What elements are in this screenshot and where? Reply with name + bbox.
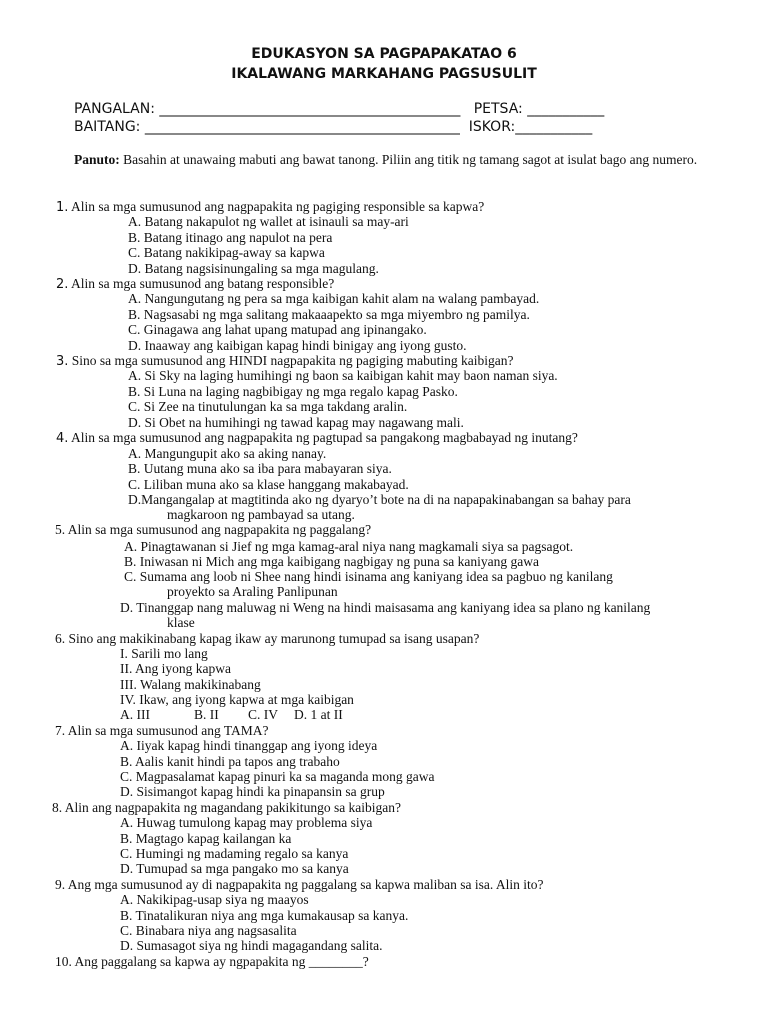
choice-4d: D.Mangangalap at magtitinda ako ng dyaryo’t bote na di na napapakinabangan sa bahay para	[128, 492, 631, 507]
choice-1c: C. Batang nakikipag-away sa kapwa	[128, 245, 325, 260]
choice-5b: B. Iniwasan ni Mich ang mga kaibigang nagbigay ng puna sa kaniyang gawa	[124, 554, 540, 569]
option-6-iii: III. Walang makikinabang	[120, 677, 261, 692]
choice-4d-continued: magkaroon ng pambayad sa utang.	[167, 507, 355, 522]
choice-6d: D. 1 at II	[294, 707, 343, 722]
question-text: Sino sa mga sumusunod ang HINDI nagpapakita ng pagiging mabuting kaibigan?	[68, 353, 514, 368]
choice-1b: B. Batang itinago ang napulot na pera	[128, 230, 333, 245]
choice-3c: C. Si Zee na tinutulungan ka sa mga takdang aralin.	[128, 399, 408, 414]
option-6-ii: II. Ang iyong kapwa	[120, 661, 231, 676]
choice-8d: D. Tumupad sa mga pangako mo sa kanya	[120, 861, 349, 876]
grade-score-row: BAITANG: _____________________________________________ ISKOR:___________	[74, 119, 593, 135]
choice-4a: A. Mangungupit ako sa aking nanay.	[128, 446, 327, 461]
choice-3d: D. Si Obet na humihingi ng tawad kapag may nagawang mali.	[128, 415, 464, 430]
question-number: 4.	[56, 431, 69, 446]
choice-9c: C. Binabara niya ang nagsasalita	[120, 923, 297, 938]
choice-7a: A. Iiyak kapag hindi tinanggap ang iyong ideya	[120, 738, 378, 753]
choice-8a: A. Huwag tumulong kapag may problema siya	[120, 815, 373, 830]
choice-2d: D. Inaaway ang kaibigan kapag hindi binigay ang iyong gusto.	[128, 338, 467, 353]
option-6-iv: IV. Ikaw, ang iyong kapwa at mga kaibigan	[120, 692, 354, 707]
question-6: 6. Sino ang makikinabang kapag ikaw ay marunong tumupad sa isang usapan?	[55, 631, 480, 646]
choice-1d: D. Batang nagsisinungaling sa mga magulang.	[128, 261, 379, 276]
question-number: 2.	[56, 277, 69, 292]
choice-6b: B. II	[194, 707, 219, 722]
choice-6a: A. III	[120, 707, 150, 722]
name-date-row: PANGALAN: ___________________________________________ PETSA: ___________	[74, 101, 605, 117]
choice-2c: C. Ginagawa ang lahat upang matupad ang ipinangako.	[128, 322, 427, 337]
question-8: 8. Alin ang nagpapakita ng magandang pakikitungo sa kaibigan?	[52, 800, 402, 815]
choice-3b: B. Si Luna na laging nagbibigay ng mga regalo kapag Pasko.	[128, 384, 458, 399]
choice-8b: B. Magtago kapag kailangan ka	[120, 831, 292, 846]
option-6-i: I. Sarili mo lang	[120, 646, 208, 661]
question-5: 5. Alin sa mga sumusunod ang nagpapakita ng paggalang?	[55, 522, 372, 537]
question-text: Alin sa mga sumusunod ang batang responsible?	[68, 276, 335, 291]
question-number: 1.	[56, 200, 69, 215]
choice-5d: D. Tinanggap nang maluwag ni Weng na hindi maisasama ang kaniyang idea sa plano ng kanilang	[120, 600, 651, 615]
choice-5c-continued: proyekto sa Araling Panlipunan	[167, 584, 338, 599]
question-10: 10. Ang paggalang sa kapwa ay ngpapakita ng ________?	[55, 954, 369, 969]
choice-2a: A. Nangungutang ng pera sa mga kaibigan kahit alam na walang pambayad.	[128, 291, 540, 306]
choice-2b: B. Nagsasabi ng mga salitang makaaapekto sa mga miyembro ng pamilya.	[128, 307, 530, 322]
choice-4b: B. Uutang muna ako sa iba para mabayaran siya.	[128, 461, 392, 476]
choice-5d-continued: klase	[167, 615, 195, 630]
choice-7c: C. Magpasalamat kapag pinuri ka sa maganda mong gawa	[120, 769, 435, 784]
instructions-label: Panuto:	[74, 152, 120, 167]
choice-4c: C. Liliban muna ako sa klase hanggang makabayad.	[128, 477, 409, 492]
choice-1a: A. Batang nakapulot ng wallet at isinauli sa may-ari	[128, 214, 409, 229]
choice-3a: A. Si Sky na laging humihingi ng baon sa kaibigan kahit may baon naman siya.	[128, 368, 558, 383]
choice-9a: A. Nakikipag-usap siya ng maayos	[120, 892, 309, 907]
question-text: Alin sa mga sumusunod ang nagpapakita ng pagtupad sa pangakong magbabayad ng inutang?	[68, 430, 578, 445]
choice-8c: C. Humingi ng madaming regalo sa kanya	[120, 846, 349, 861]
choice-5a: A. Pinagtawanan si Jief ng mga kamag-aral niya nang magkamali siya sa pagsagot.	[124, 539, 574, 554]
choice-7b: B. Aalis kanit hindi pa tapos ang trabaho	[120, 754, 340, 769]
question-number: 3.	[56, 354, 69, 369]
choice-9b: B. Tinatalikuran niya ang mga kumakausap sa kanya.	[120, 908, 409, 923]
question-7: 7. Alin sa mga sumusunod ang TAMA?	[55, 723, 269, 738]
choices-6	[120, 707, 343, 723]
choice-5c: C. Sumama ang loob ni Shee nang hindi isinama ang kaniyang idea sa pagbuo ng kanilang	[124, 569, 613, 584]
question-9: 9. Ang mga sumusunod ay di nagpapakita ng paggalang sa kapwa maliban sa isa. Alin ito?	[55, 877, 544, 892]
instructions-text: Basahin at unawaing mabuti ang bawat tanong. Piliin ang titik ng tamang sagot at isulat bago ang numero.	[119, 152, 698, 167]
instructions	[74, 151, 714, 168]
question-4	[56, 430, 578, 447]
choice-7d: D. Sisimangot kapag hindi ka pinapansin sa grup	[120, 784, 385, 799]
choice-9d: D. Sumasagot siya ng hindi magagandang salita.	[120, 938, 383, 953]
exam-subtitle: IKALAWANG MARKAHANG PAGSUSULIT	[231, 66, 537, 82]
exam-title: EDUKASYON SA PAGPAPAKATAO 6	[251, 46, 517, 62]
question-text: Alin sa mga sumusunod ang nagpapakita ng pagiging responsible sa kapwa?	[68, 199, 485, 214]
choice-6c: C. IV	[248, 707, 278, 722]
